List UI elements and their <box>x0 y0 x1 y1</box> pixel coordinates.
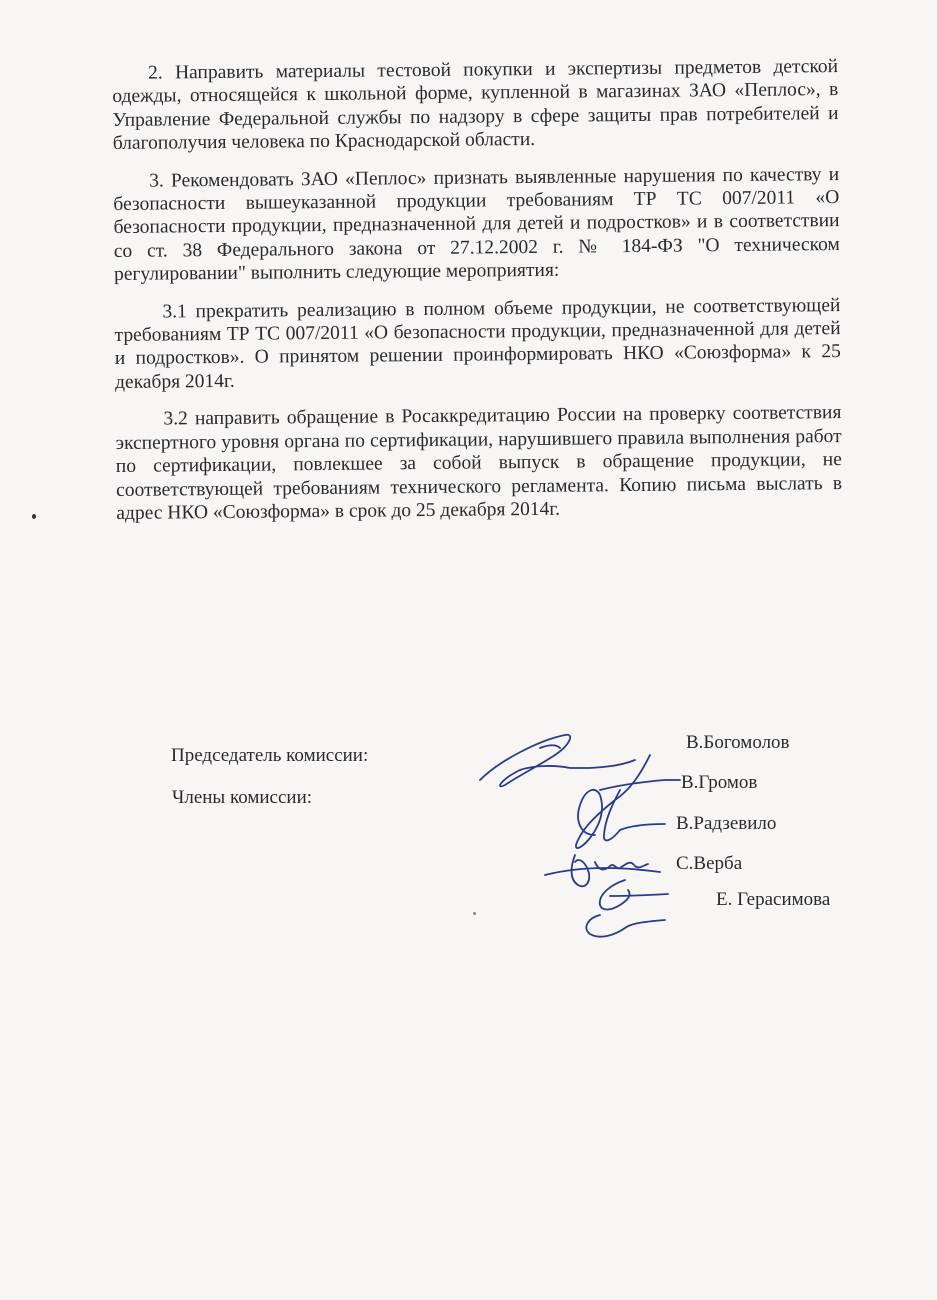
signature-gerasimova <box>600 880 630 910</box>
signature-gromov <box>576 755 650 848</box>
members-label: Члены комиссии: <box>172 787 313 808</box>
signature-verba <box>545 868 660 875</box>
name-verba: С.Верба <box>676 853 743 874</box>
paragraph-2: 2. Направить материалы тестовой покупки и экспертизы предметов детской одежды, относящейся к школьной форме, купленной в магазинах ЗАО «Пеплос», в Управление Федеральной службы по надзору в сфере защиты прав потребителей и благополучия человека по Краснодарской области. <box>112 56 839 155</box>
name-radzevilo: В.Радзевило <box>676 813 777 834</box>
signature-radzevilo <box>604 790 665 840</box>
scan-speck <box>473 912 476 915</box>
paragraph-3: 3. Рекомендовать ЗАО «Пеплос» признать выявленные нарушения по качеству и безопасности вышеуказанной продукции требованиям ТР ТС 007/2011 «О безопасности продукции, предназначенной для детей и подростков» и в соответствии со ст. 38 Федерального закона от 27.12.2002 г. № 184-ФЗ "О техническом регулировании" выполнить следующие мероприятия: <box>113 163 840 286</box>
signature-bogomolov <box>480 735 635 787</box>
document-body <box>112 55 843 539</box>
chair-label: Председатель комиссии: <box>171 745 369 766</box>
name-bogomolov: В.Богомолов <box>686 732 790 753</box>
scan-speck <box>32 514 36 519</box>
name-gerasimova: Е. Герасимова <box>716 889 831 910</box>
name-gromov: В.Громов <box>681 772 758 793</box>
paragraph-3-1: 3.1 прекратить реализацию в полном объеме продукции, не соответствующей требованиям ТР ТС 007/2011 «О безопасности продукции, предназначенной для детей и подростков». О принятом решении проинформировать НКО «Союзформа» к 25 декабря 2014г. <box>114 294 841 393</box>
paragraph-3-2: 3.2 направить обращение в Росаккредитацию России на проверку соответствия экспертного уровня органа по сертификации, нарушившего правила выполнения работ по сертификации, повлекшее за собой выпуск в обращение продукции, не соответствующей требованиям технического регламента. Копию письма выслать в адрес НКО «Союзформа» в срок до 25 декабря 2014г. <box>115 402 843 524</box>
